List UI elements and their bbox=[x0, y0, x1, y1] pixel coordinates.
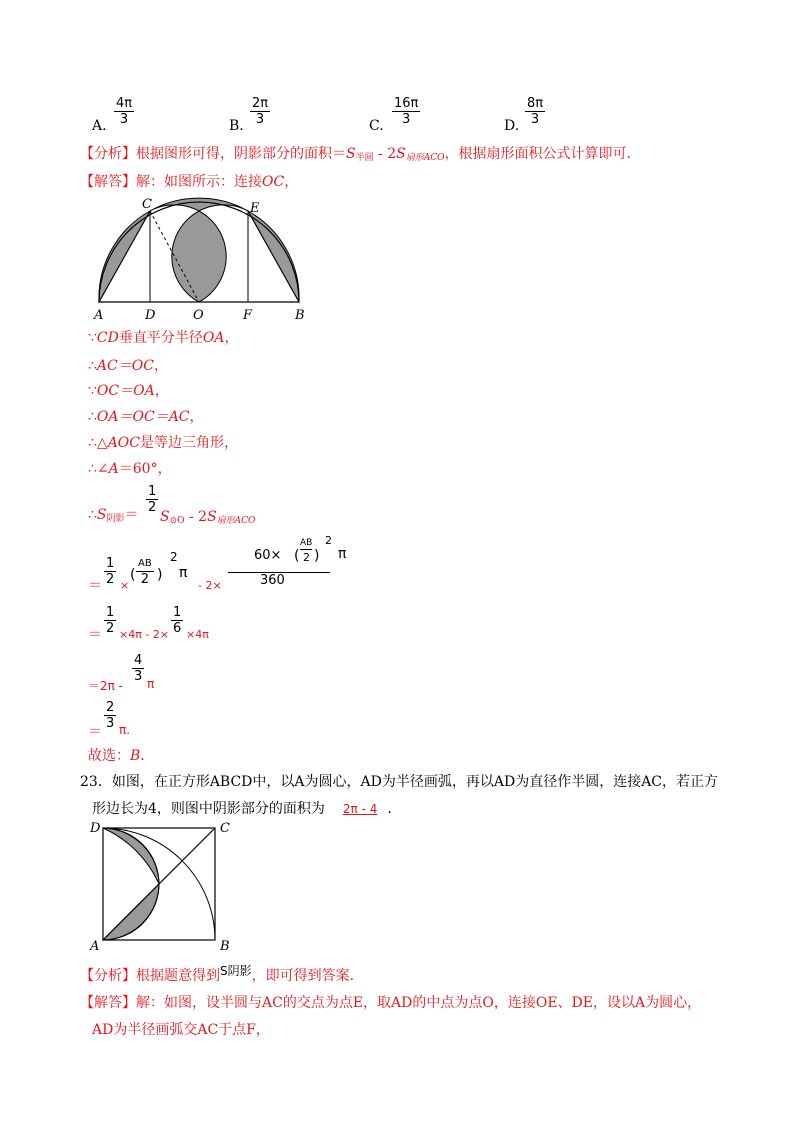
option-a-fraction: 4π 3 bbox=[116, 96, 133, 127]
step-6: ∴∠A＝60°， bbox=[88, 461, 172, 477]
fraction-half: 1 2 bbox=[148, 484, 157, 515]
label-f: F bbox=[243, 308, 253, 323]
label-a: A bbox=[94, 308, 104, 323]
big-fraction: 60× ( AB 2 ) 2 π 360 bbox=[228, 534, 330, 589]
option-d-letter: D. bbox=[504, 118, 520, 134]
step-2: ∴AC＝OC， bbox=[88, 358, 168, 374]
question-23-line-1: 23．如图，在正方形ABCD中，以A为圆心，AD为半径画弧，再以AD为直径作半圆，连接AC，若正方 bbox=[80, 774, 719, 790]
label-b: B bbox=[220, 939, 230, 954]
label-c: C bbox=[220, 821, 230, 836]
option-c-fraction: 16π 3 bbox=[394, 96, 419, 127]
shaded-upper-lens bbox=[103, 828, 159, 884]
step-3: ∵OC＝OA， bbox=[88, 383, 169, 399]
option-b-fraction: 2π 3 bbox=[252, 96, 269, 127]
answer-2-line-1: 【解答】解：如图，设半圆与AC的交点为点E，取AD的中点为点O，连接OE、DE，设以A为圆心， bbox=[80, 995, 702, 1011]
answer-2-line-2: AD为半径画弧交AC于点F， bbox=[92, 1022, 270, 1038]
segment-eb bbox=[248, 211, 299, 302]
semicircle-figure bbox=[80, 192, 320, 327]
step-1: ∵CD垂直平分半径OA， bbox=[88, 330, 239, 346]
step-4: ∴OA＝OC＝AC， bbox=[88, 409, 204, 425]
analysis-tag: 【分析】 bbox=[80, 146, 136, 162]
label-d: D bbox=[145, 308, 156, 323]
option-a-letter: A. bbox=[92, 118, 107, 134]
shaded-top-region bbox=[150, 198, 248, 302]
answer-tag: 【解答】 bbox=[80, 174, 136, 190]
answer-line-1: 【解答】解：如图所示：连接OC， bbox=[80, 174, 299, 190]
label-a: A bbox=[90, 939, 100, 954]
label-c: C bbox=[142, 197, 152, 212]
step-5: ∴△AOC是等边三角形， bbox=[88, 435, 238, 451]
label-b: B bbox=[295, 308, 305, 323]
square-figure bbox=[88, 818, 248, 954]
segment-ac bbox=[99, 211, 150, 302]
s-shadow-formula: S阴影 bbox=[220, 964, 252, 978]
label-e: E bbox=[250, 201, 260, 216]
label-d: D bbox=[90, 821, 101, 836]
option-c-letter: C. bbox=[369, 118, 384, 134]
answer-blank: 2π - 4 bbox=[342, 802, 378, 816]
analysis-line-2: 【分析】根据题意得到S阴影，即可得到答案. bbox=[80, 964, 355, 984]
option-d-fraction: 8π 3 bbox=[527, 96, 544, 127]
final-choice: 故选：B. bbox=[88, 748, 145, 764]
question-23-line-2: 形边长为4，则图中阴影部分的面积为 2π - 4 . bbox=[92, 801, 392, 817]
analysis-line-1: 【分析】根据图形可得，阴影部分的面积$=S_{半圆} - 2S_{扇形ACO}$，根据扇形面积公式计算即可. bbox=[80, 146, 631, 163]
option-b-letter: B. bbox=[229, 118, 244, 134]
label-o: O bbox=[193, 308, 204, 323]
